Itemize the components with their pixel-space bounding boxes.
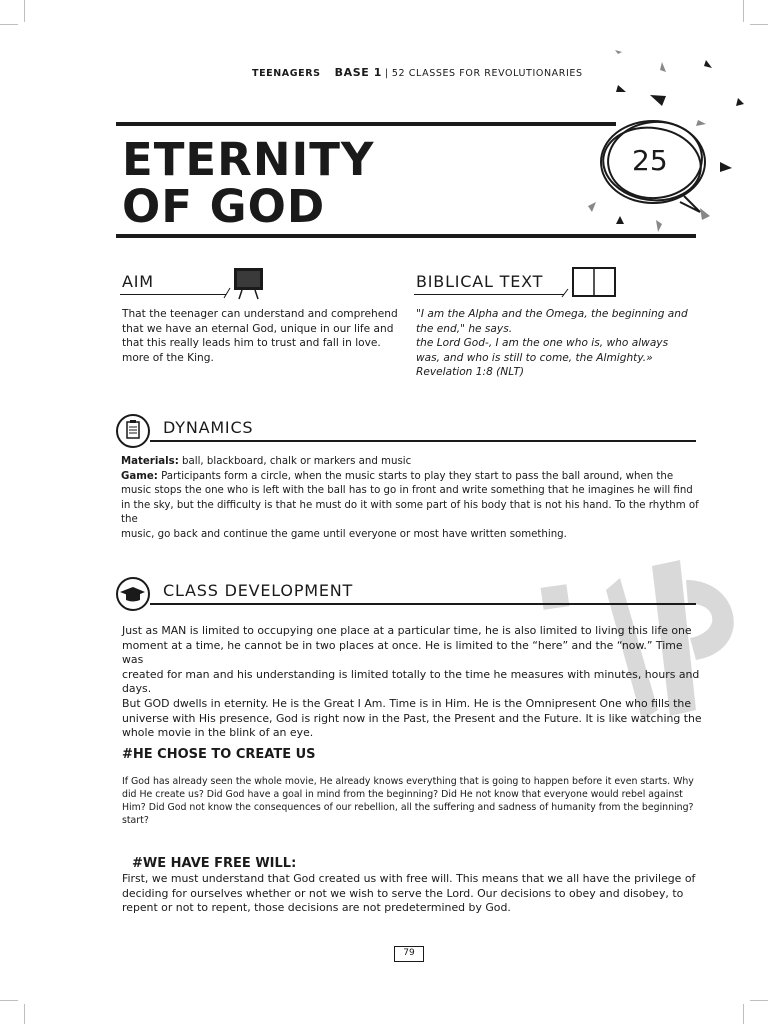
aim-text xyxy=(122,307,407,365)
free-will-line: deciding for ourselves whether or not we wish to serve the Lord. Our decisions to obey and disobey, to xyxy=(122,886,684,900)
game-label: Game: xyxy=(121,470,158,482)
title-line-2: OF GOD xyxy=(122,180,326,233)
header-base: BASE 1 xyxy=(334,66,383,79)
crop-mark xyxy=(750,1000,768,1001)
free-will-heading: #WE HAVE FREE WILL: xyxy=(132,856,297,871)
biblical-line: the end," he says. xyxy=(416,322,513,335)
game-text: Participants form a circle, when the music starts to play they start to pass the ball around, when the xyxy=(157,470,674,482)
class-development-text xyxy=(122,624,702,741)
class-development-underline xyxy=(150,603,696,605)
free-will-line: repent or not to repent, those decisions are not predetermined by God. xyxy=(122,901,511,915)
biblical-line: was, and who is still to come, the Almighty.» xyxy=(416,351,653,364)
create-line: If God has already seen the whole movie, He already knows everything that is going to happen before it even starts. Why xyxy=(122,776,694,787)
biblical-line: "I am the Alpha and the Omega, the beginning and xyxy=(416,308,688,320)
aim-line: that we have an eternal God, unique in our life and xyxy=(122,322,394,335)
crop-mark xyxy=(0,1000,18,1001)
running-header xyxy=(252,66,583,79)
title-line-1: ETERNITY xyxy=(122,133,375,186)
crop-mark xyxy=(24,0,25,22)
class-line: universe with His presence, God is right now in the Past, the Present and the Future. It is like watching the xyxy=(122,711,702,725)
title-rule-bottom xyxy=(116,234,696,238)
aim-label: AIM xyxy=(122,272,154,291)
header-separator: | xyxy=(385,68,389,79)
class-line: moment at a time, he cannot be in two places at once. He is limited to the “here” and the “now.” Time was xyxy=(122,638,683,667)
biblical-text xyxy=(416,307,696,380)
class-line: created for man and his understanding is limited totally to the time he measures with minutes, hours and xyxy=(122,667,700,681)
class-line: days. xyxy=(122,682,152,696)
header-teenagers: TEENAGERS xyxy=(252,68,321,79)
clipboard-icon xyxy=(116,414,150,448)
crop-mark xyxy=(750,24,768,25)
free-will-text xyxy=(122,872,702,916)
aim-line: that this really leads him to trust and fall in love. xyxy=(122,337,381,350)
lesson-number: 25 xyxy=(632,144,668,177)
page-number: 79 xyxy=(394,946,424,962)
biblical-text-label: BIBLICAL TEXT xyxy=(416,272,544,291)
create-line: did He create us? Did God have a goal in mind from the beginning? Did He not know that everyone would rebel against xyxy=(122,789,683,800)
crop-mark xyxy=(0,24,18,25)
biblical-line: the Lord God-, I am the one who is, who always xyxy=(416,337,669,350)
aim-line: more of the King. xyxy=(122,351,214,364)
graduation-cap-icon xyxy=(116,577,150,611)
create-line: Him? Did God not know the consequences of our rebellion, all the suffering and sadness of humanity from the beginning? xyxy=(122,802,694,813)
free-will-line: First, we must understand that God created us with free will. This means that we all have the privilege of xyxy=(122,872,696,885)
title-rule-top xyxy=(116,122,616,126)
aim-underline xyxy=(120,294,226,295)
class-line: But GOD dwells in eternity. He is the Great I Am. Time is in Him. He is the Omnipresent One who fills the xyxy=(122,696,692,710)
dynamics-line: the xyxy=(121,514,138,526)
open-book-icon xyxy=(560,265,618,301)
crop-mark xyxy=(743,1004,744,1024)
class-line: whole movie in the blink of an eye. xyxy=(122,726,314,740)
create-line: start? xyxy=(122,815,149,826)
he-chose-text xyxy=(122,775,712,827)
aim-line: That the teenager can understand and comprehend xyxy=(122,308,398,320)
dynamics-label: DYNAMICS xyxy=(163,418,254,437)
biblical-line: Revelation 1:8 (NLT) xyxy=(416,366,525,379)
crop-mark xyxy=(24,1004,25,1024)
blackboard-icon xyxy=(222,266,266,300)
class-development-label: CLASS DEVELOPMENT xyxy=(163,581,354,600)
dynamics-text xyxy=(121,455,701,543)
page-title xyxy=(122,133,375,233)
dynamics-line: music, go back and continue the game until everyone or most have written something. xyxy=(121,528,567,540)
dynamics-underline xyxy=(150,440,696,442)
he-chose-heading: #HE CHOSE TO CREATE US xyxy=(122,747,316,762)
crop-mark xyxy=(743,0,744,22)
class-line: Just as MAN is limited to occupying one place at a particular time, he is also limited to living this life one xyxy=(122,624,692,637)
dynamics-line: in the sky, but the difficulty is that he must do it with some part of his body that is not his hand. To the rhythm of xyxy=(121,499,699,511)
dynamics-line: music stops the one who is left with the ball has to go in front and write something that he imagines he will find xyxy=(121,485,693,497)
materials-label: Materials: xyxy=(121,456,179,467)
biblical-underline xyxy=(414,294,564,295)
materials-text: ball, blackboard, chalk or markers and music xyxy=(178,456,412,467)
header-subtitle: 52 CLASSES FOR REVOLUTIONARIES xyxy=(391,68,583,79)
